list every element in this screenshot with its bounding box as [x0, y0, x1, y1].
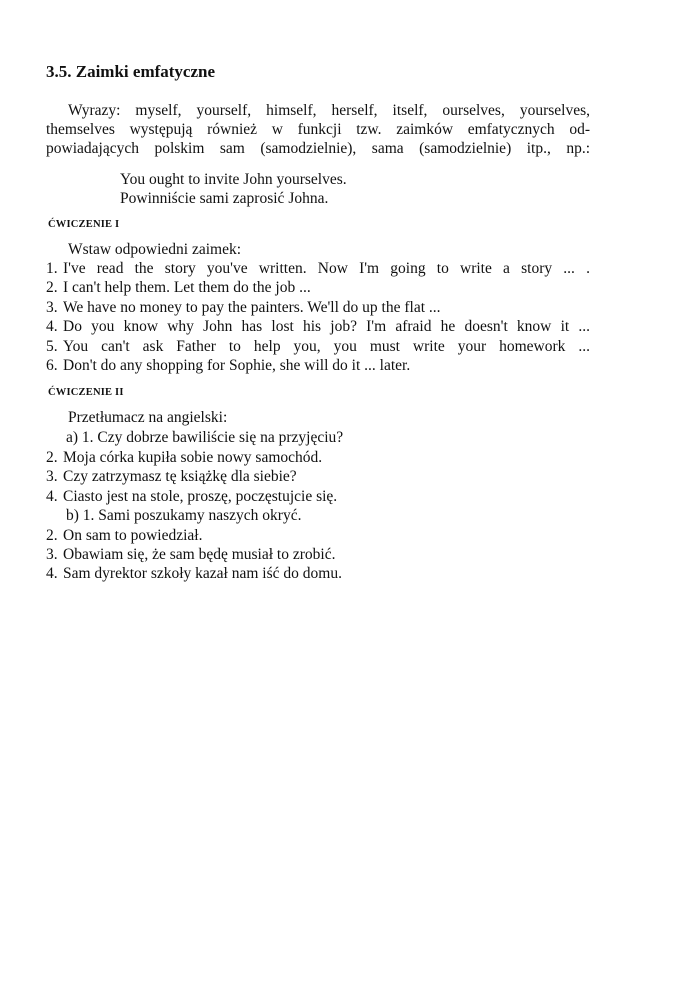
item-text: We have no money to pay the painters. We'll do up the flat ... — [63, 299, 441, 316]
item-number: 1. — [46, 260, 58, 277]
item-text: Don't do any shopping for Sophie, she will do it ... later. — [63, 357, 411, 374]
exercise-2-item — [46, 545, 335, 564]
item-number: 2. — [46, 279, 58, 296]
item-text: Moja córka kupiła sobie nowy samochód. — [63, 449, 323, 466]
item-number: 2. — [46, 449, 58, 466]
item-text: On sam to powiedział. — [63, 527, 203, 544]
exercise-1-item — [46, 259, 590, 278]
exercise-1-item — [46, 356, 410, 375]
item-text: Ciasto jest na stole, proszę, poczęstujcie się. — [63, 488, 338, 505]
exercise-1-item — [46, 278, 311, 297]
item-text: I can't help them. Let them do the job ... — [63, 279, 311, 296]
item-number: 5. — [46, 338, 58, 355]
item-text: Do you know why John has lost his job? I'm afraid he doesn't know it ... — [63, 318, 590, 335]
exercise-2-instruction: Przetłumacz na angielski: — [68, 409, 228, 426]
exercise-1-instruction: Wstaw odpowiedni zaimek: — [68, 241, 242, 258]
item-text: You can't ask Father to help you, you must write your homework ... — [63, 338, 590, 355]
item-text: Czy zatrzymasz tę książkę dla siebie? — [63, 468, 297, 485]
item-text: I've read the story you've written. Now I'm going to write a story ... . — [63, 260, 590, 277]
item-number: 4. — [46, 488, 58, 505]
item-number: 4. — [46, 565, 58, 582]
exercise-1-label: ĆWICZENIE I — [48, 219, 120, 230]
exercise-2-part-b-first: b) 1. Sami poszukamy naszych okryć. — [66, 507, 302, 524]
exercise-2-item — [46, 487, 337, 506]
example-english: You ought to invite John yourselves. — [120, 171, 347, 188]
item-number: 3. — [46, 299, 58, 316]
intro-line-3: powiadających polskim sam (samodzielnie), sama (samodzielnie) itp., np.: — [46, 140, 590, 157]
item-number: 3. — [46, 468, 58, 485]
exercise-2-item — [46, 564, 342, 583]
exercise-1-item — [46, 337, 590, 356]
exercise-2-part-a-first: a) 1. Czy dobrze bawiliście się na przyjęciu? — [66, 429, 344, 446]
item-number: 3. — [46, 546, 58, 563]
item-number: 4. — [46, 318, 58, 335]
section-title: 3.5. Zaimki emfatyczne — [46, 62, 216, 81]
intro-line-2: themselves występują również w funkcji tzw. zaimków emfatycznych od- — [46, 121, 590, 138]
exercise-1-item — [46, 298, 441, 317]
example-polish: Powinniście sami zaprosić Johna. — [120, 190, 329, 207]
item-text: Obawiam się, że sam będę musiał to zrobić. — [63, 546, 336, 563]
intro-line-1: Wyrazy: myself, yourself, himself, herself, itself, ourselves, yourselves, — [68, 102, 590, 119]
exercise-2-label: ĆWICZENIE II — [48, 387, 124, 398]
item-text: Sam dyrektor szkoły kazał nam iść do domu. — [63, 565, 342, 582]
exercise-2-item — [46, 526, 202, 545]
item-number: 2. — [46, 527, 58, 544]
exercise-1-item — [46, 317, 590, 336]
item-number: 6. — [46, 357, 58, 374]
exercise-2-item — [46, 467, 297, 486]
exercise-2-item — [46, 448, 322, 467]
